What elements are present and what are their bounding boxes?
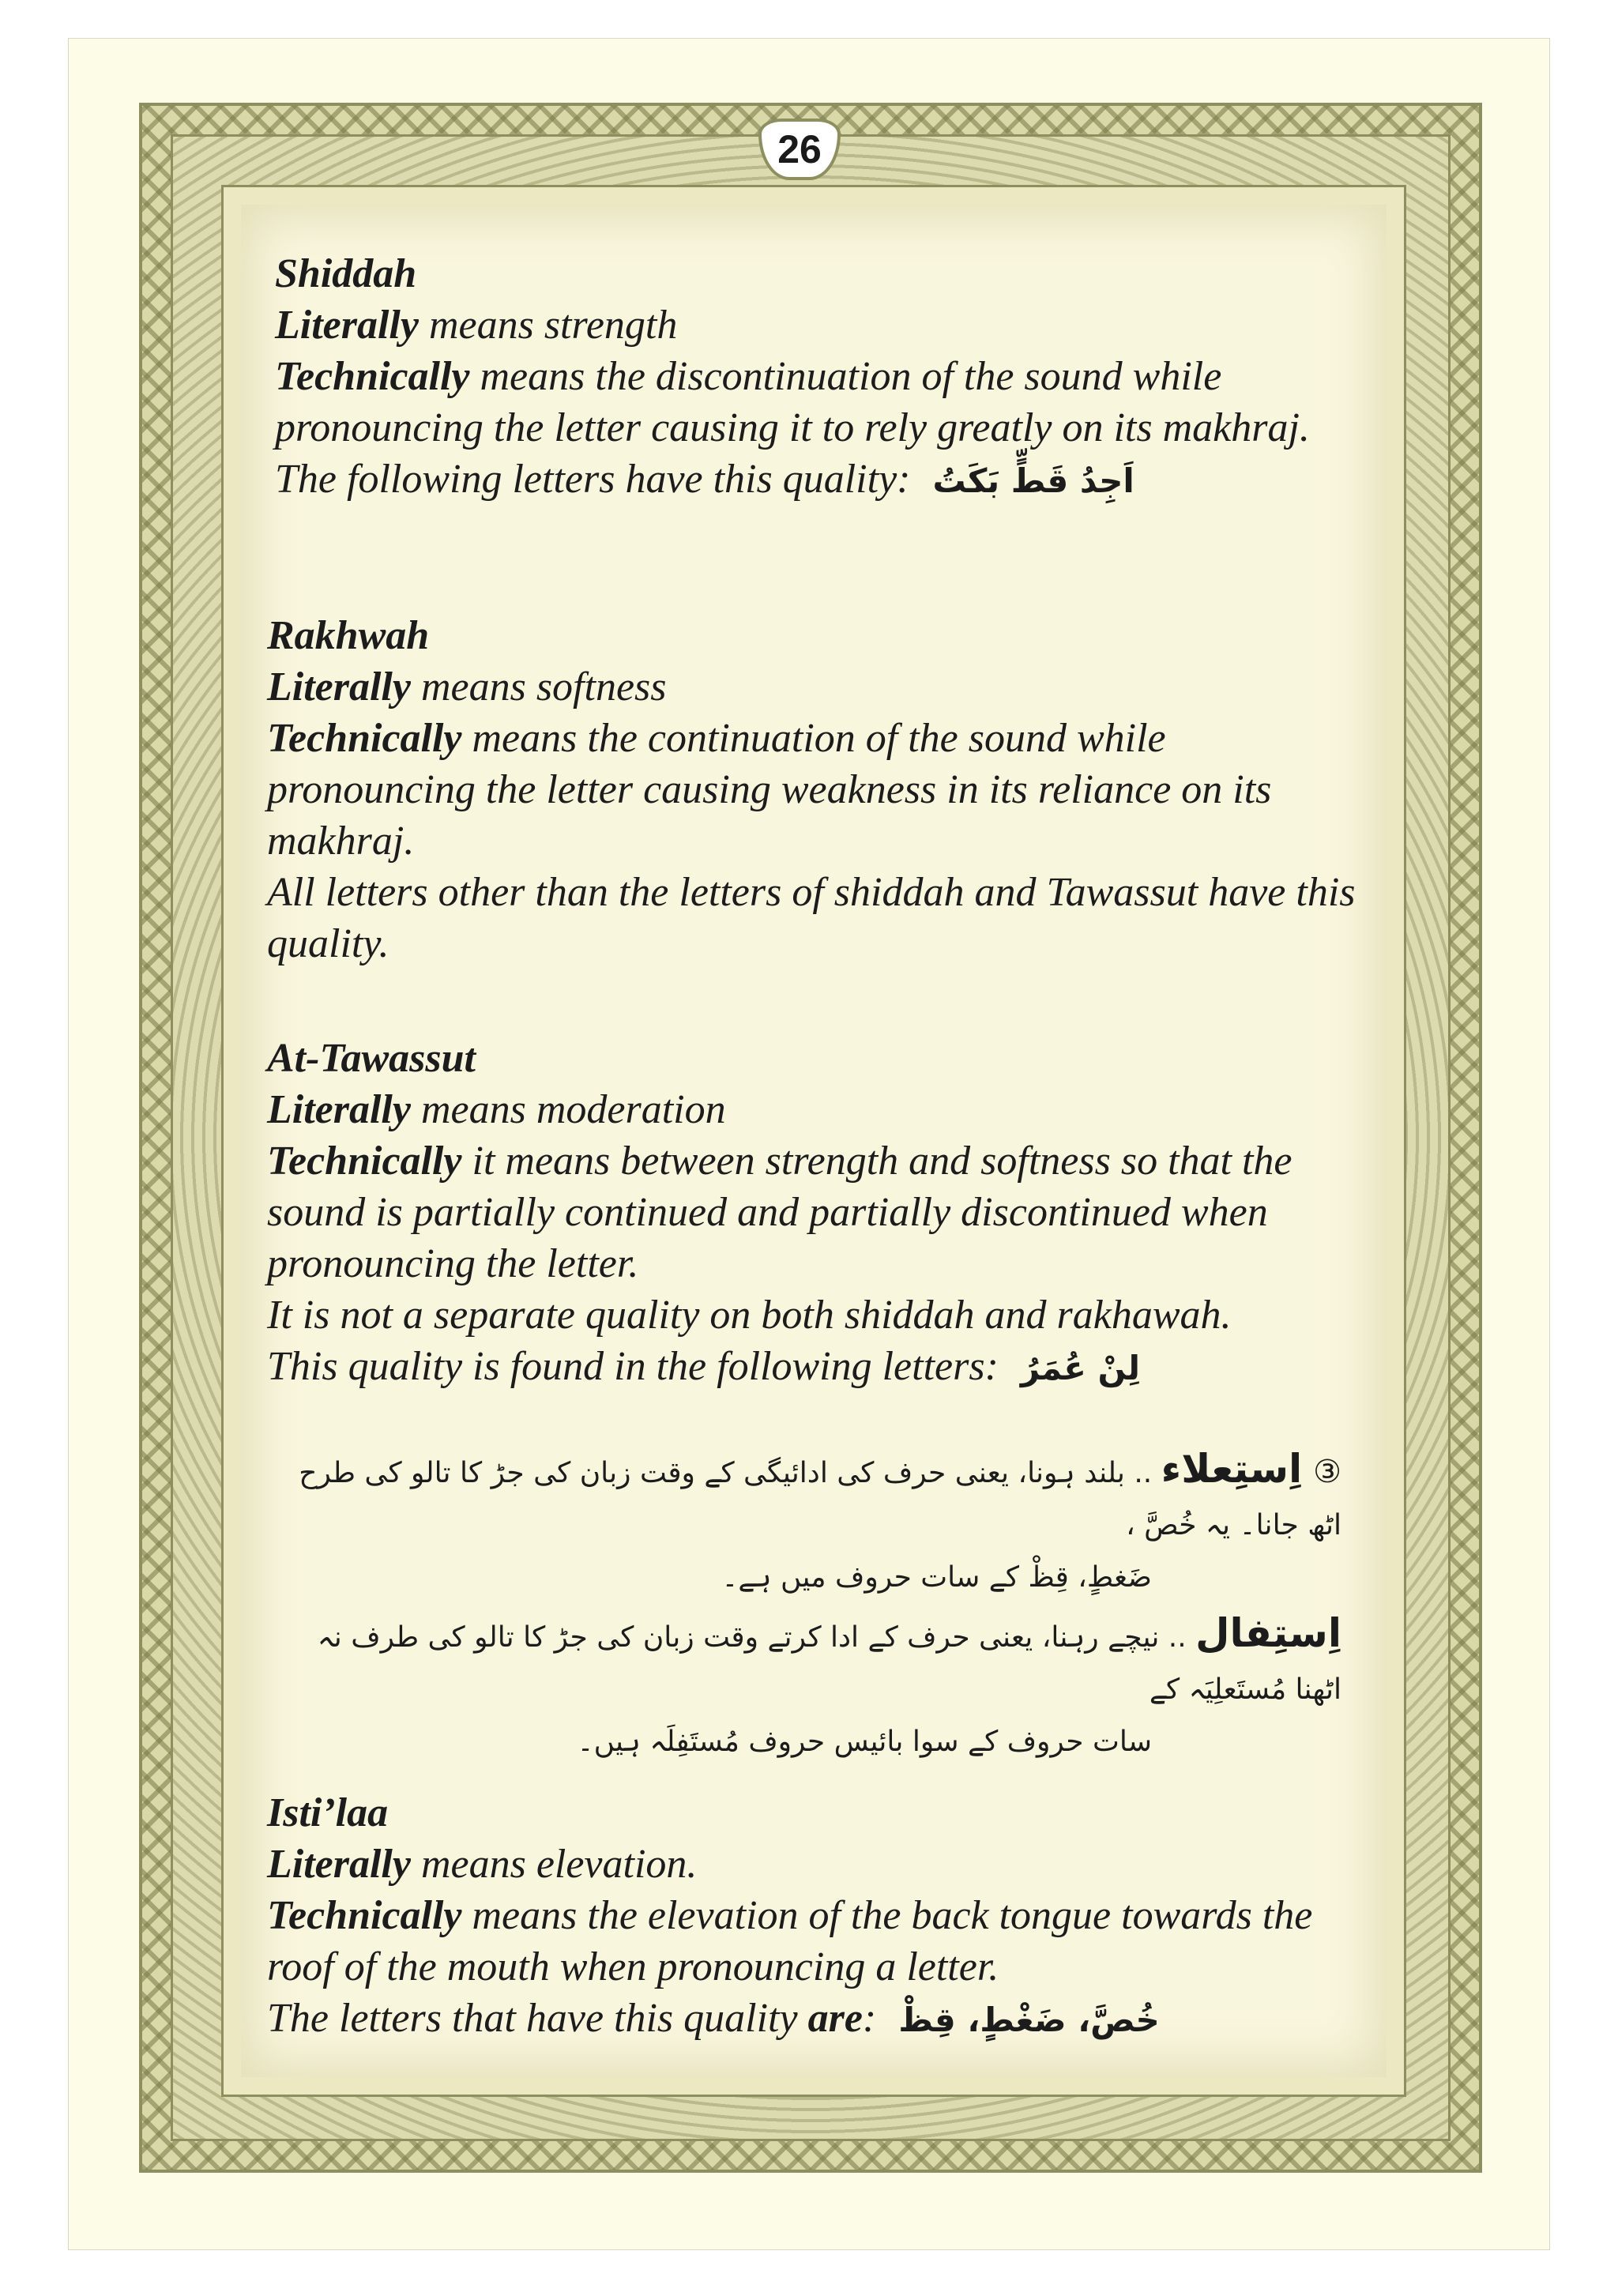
section-title: At-Tawassut bbox=[267, 1036, 476, 1081]
technically-term: Technically bbox=[267, 716, 462, 761]
technically-text: means the continuation of the sound while pronouncing the letter causing weakness in its reliance on its makhraj. bbox=[267, 716, 1272, 864]
urdu-text: .. بلند ہونا، یعنی حرف کی ادائیگی کے وقت زبان کی جڑ کا تالو کی طرح اٹھ جانا۔ یہ خُصَّ ، bbox=[299, 1457, 1341, 1541]
urdu-line bbox=[267, 1607, 1341, 1716]
letters-are: are bbox=[807, 1996, 863, 2041]
literally-line bbox=[267, 1839, 1373, 1890]
urdu-block-istila bbox=[267, 1443, 1341, 1604]
urdu-term: اِستِفال bbox=[1195, 1610, 1341, 1656]
page-number: 26 bbox=[758, 119, 841, 180]
literally-text: means softness bbox=[410, 664, 667, 710]
letters-arabic: اَجِدُ قَطٍّ بَكَتُ bbox=[932, 461, 1134, 500]
section-title: Shiddah bbox=[275, 251, 417, 296]
technically-text: it means between strength and softness so that the sound is partially continued and partially discontinued when pronouncing the letter. bbox=[267, 1139, 1293, 1286]
section-rakhwah bbox=[267, 610, 1373, 969]
urdu-line bbox=[267, 1443, 1341, 1552]
literally-line bbox=[267, 1084, 1373, 1135]
literally-term: Literally bbox=[267, 664, 411, 710]
literally-term: Literally bbox=[267, 1087, 411, 1132]
technically-term: Technically bbox=[267, 1893, 462, 1938]
section-title: Isti’laa bbox=[267, 1790, 389, 1835]
urdu-text: .. نیچے رہنا، یعنی حرف کے ادا کرتے وقت زبان کی جڑ کا تالو کی طرف نہ اٹھنا مُستَعلِیَہ کے bbox=[317, 1621, 1341, 1706]
literally-term: Literally bbox=[267, 1842, 411, 1887]
technically-term: Technically bbox=[275, 354, 470, 399]
urdu-line-2: ضَغطٍ، قِظْ کے سات حروف میں ہے۔ bbox=[721, 1561, 1152, 1594]
literally-text: means strength bbox=[418, 303, 678, 348]
section-title: Rakhwah bbox=[267, 613, 430, 658]
letters-text: This quality is found in the following letters: bbox=[267, 1344, 999, 1389]
section-istilaa bbox=[267, 1787, 1373, 2046]
urdu-term: اِستِعلاء bbox=[1161, 1446, 1303, 1492]
letters-colon: : bbox=[862, 1996, 877, 2041]
note-line: All letters other than the letters of shiddah and Tawassut have this quality. bbox=[267, 870, 1356, 966]
note-line: It is not a separate quality on both shiddah and rakhawah. bbox=[267, 1293, 1232, 1338]
technically-line bbox=[267, 1890, 1373, 1993]
technically-line bbox=[275, 351, 1365, 454]
technically-term: Technically bbox=[267, 1139, 462, 1184]
technically-line bbox=[267, 1135, 1373, 1289]
letters-text: The letters that have this quality bbox=[267, 1996, 808, 2041]
literally-line bbox=[267, 661, 1373, 713]
literally-term: Literally bbox=[275, 303, 419, 348]
letters-arabic: لِنْ عُمَرُ bbox=[1020, 1349, 1141, 1387]
technically-text: means the discontinuation of the sound while pronouncing the letter causing it to rely greatly on its makhraj. bbox=[275, 354, 1310, 450]
section-shiddah bbox=[275, 248, 1365, 506]
urdu-item-number: ③ bbox=[1313, 1454, 1341, 1490]
letters-arabic: خُصَّ، ضَغْطٍ، قِظْ bbox=[898, 2001, 1160, 2039]
literally-text: means moderation bbox=[410, 1087, 726, 1132]
letters-line bbox=[275, 454, 1365, 506]
letters-line bbox=[267, 1993, 1373, 2046]
literally-line bbox=[275, 299, 1365, 351]
literally-text: means elevation. bbox=[410, 1842, 698, 1887]
urdu-block-istifal bbox=[267, 1607, 1341, 1768]
urdu-line-2: سات حروف کے سوا بائیس حروف مُستَفِلَہ ہیں۔ bbox=[577, 1726, 1152, 1758]
letters-line bbox=[267, 1341, 1373, 1394]
technically-line bbox=[267, 713, 1373, 867]
technically-text: means the elevation of the back tongue towards the roof of the mouth when pronouncing a letter. bbox=[267, 1893, 1313, 1989]
letters-text: The following letters have this quality: bbox=[275, 457, 911, 502]
section-tawassut bbox=[267, 1033, 1373, 1394]
